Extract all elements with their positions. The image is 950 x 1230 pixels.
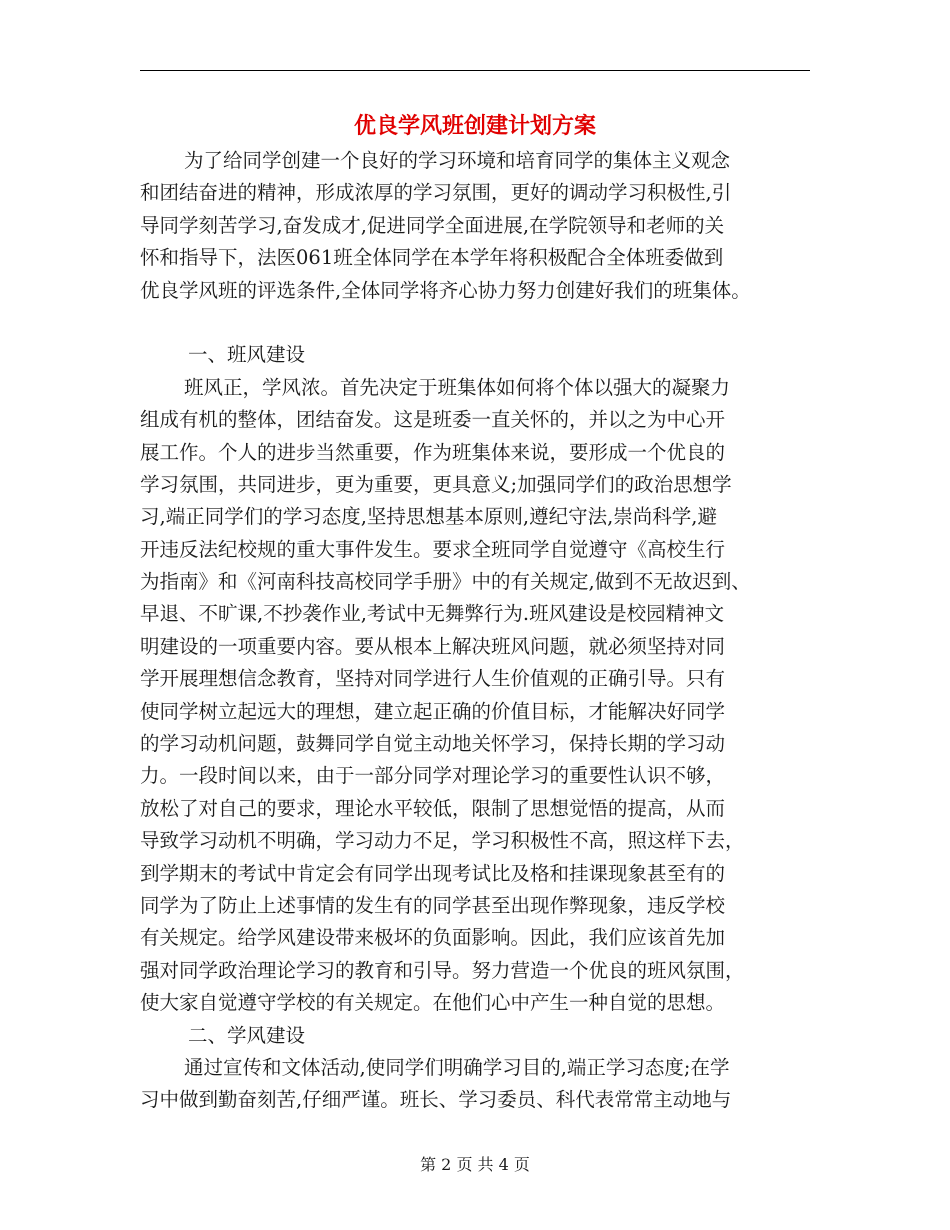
document-title: 优良学风班创建计划方案 (353, 113, 596, 139)
section1-line: 的学习动机问题，鼓舞同学自觉主动地关怀学习，保持长期的学习动 (140, 732, 726, 756)
intro-line: 和团结奋进的精神，形成浓厚的学习氛围，更好的调动学习积极性,引 (140, 181, 732, 205)
section1-line: 使同学树立起远大的理想，建立起正确的价值目标，才能解决好同学 (140, 699, 726, 723)
page-footer: 第 2 页 共 4 页 (420, 1155, 530, 1174)
intro-line: 导同学刻苦学习,奋发成才,促进同学全面进展,在学院领导和老师的关 (140, 213, 725, 237)
section1-line: 班风正，学风浓。首先决定于班集体如何将个体以强大的凝聚力 (184, 375, 731, 399)
section2-line: 习中做到勤奋刻苦,仔细严谨。班长、学习委员、科代表常常主动地与 (140, 1088, 732, 1112)
section1-line: 习,端正同学们的学习态度,坚持思想基本原则,遵纪守法,崇尚科学,避 (140, 505, 717, 529)
section1-line: 导致学习动机不明确，学习动力不足，学习积极性不高，照这样下去， (140, 829, 745, 853)
intro-line: 怀和指导下，法医061班全体同学在本学年将积极配合全体班委做到 (140, 246, 724, 270)
section1-line: 学开展理想信念教育，坚持对同学进行人生价值观的正确引导。只有 (140, 667, 726, 691)
intro-line: 为了给同学创建一个良好的学习环境和培育同学的集体主义观念 (184, 149, 731, 172)
section1-line: 明建设的一项重要内容。要从根本上解决班风问题，就必须坚持对同 (140, 634, 726, 658)
section1-line: 学习氛围，共同进步，更为重要，更具意义;加强同学们的政治思想学 (140, 472, 732, 496)
header-rule (140, 70, 810, 71)
section1-line: 放松了对自己的要求，理论水平较低，限制了思想觉悟的提高，从而 (140, 796, 726, 820)
intro-line: 优良学风班的评选条件,全体同学将齐心协力努力创建好我们的班集体。 (140, 278, 751, 302)
section2-line: 通过宣传和文体活动,使同学们明确学习目的,端正学习态度;在学 (184, 1055, 730, 1079)
section1-line: 展工作。个人的进步当然重要，作为班集体来说，要形成一个优良的 (140, 440, 726, 464)
section1-line: 组成有机的整体，团结奋发。这是班委一直关怀的，并以之为中心开 (140, 408, 726, 432)
section-heading-study-style: 二、学风建设 (188, 1023, 306, 1047)
document-body (140, 145, 812, 1117)
section1-line: 同学为了防止上述事情的发生有的同学甚至出现作弊现象，违反学校 (140, 893, 726, 917)
section1-line: 早退、不旷课,不抄袭作业,考试中无舞弊行为.班风建设是校园精神文 (140, 602, 725, 626)
section1-line: 力。一段时间以来，由于一部分同学对理论学习的重要性认识不够， (140, 764, 726, 788)
section1-line: 到学期末的考试中肯定会有同学出现考试比及格和挂课现象甚至有的 (140, 861, 726, 885)
paragraph-gap (140, 307, 812, 339)
section-heading-class-style: 一、班风建设 (188, 343, 306, 367)
section1-line: 使大家自觉遵守学校的有关规定。在他们心中产生一种自觉的思想。 (140, 991, 726, 1015)
section1-line: 开违反法纪校规的重大事件发生。要求全班同学自觉遵守《高校生行 (140, 537, 726, 561)
section1-line: 为指南》和《河南科技高校同学手册》中的有关规定,做到不无故迟到、 (140, 570, 751, 594)
section1-line: 有关规定。给学风建设带来极坏的负面影响。因此，我们应该首先加 (140, 926, 726, 950)
section1-line: 强对同学政治理论学习的教育和引导。努力营造一个优良的班风氛围， (140, 958, 745, 982)
